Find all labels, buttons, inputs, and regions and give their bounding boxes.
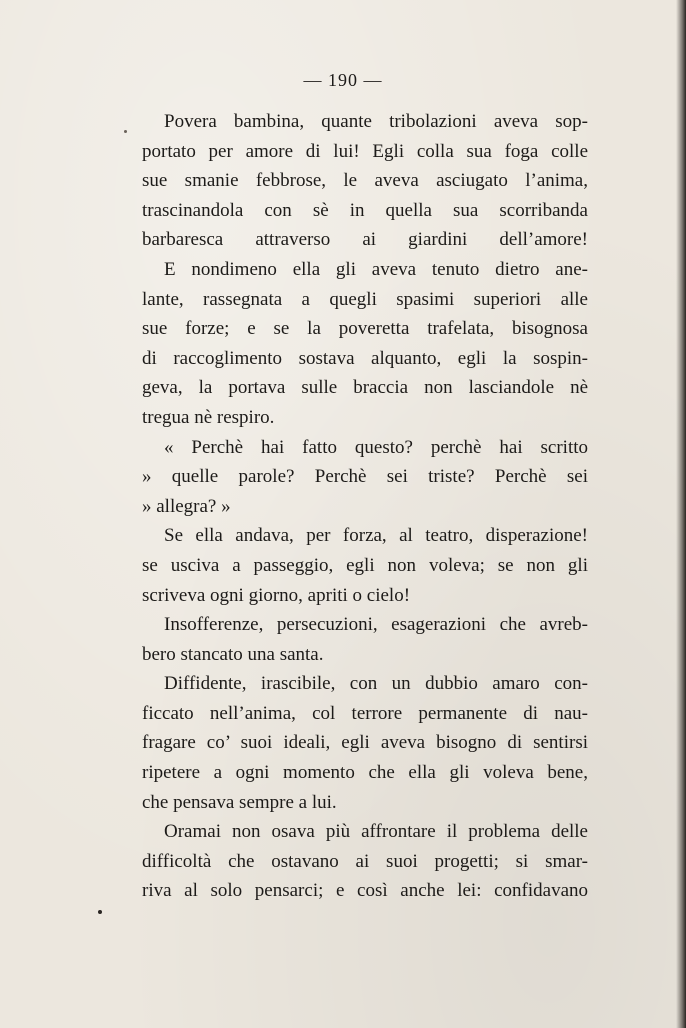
text-line: scriveva ogni giorno, apriti o cielo!: [142, 584, 411, 606]
text-line: « Perchè hai fatto questo? perchè hai scritto: [164, 436, 588, 458]
text-line: Povera bambina, quante tribolazioni aveva sop-: [164, 111, 588, 132]
text-line: » quelle parole? Perchè sei triste? Perchè sei: [142, 466, 588, 488]
text-line: lante, rassegnata a quegli spasimi superiori alle: [142, 288, 588, 310]
text-line: tregua nè respiro.: [142, 406, 275, 428]
text-line: Se ella andava, per forza, al teatro, disperazione!: [164, 525, 588, 547]
body-text: [142, 107, 588, 906]
paragraph: [142, 255, 588, 433]
text-line: ficcato nell’anima, col terrore permanente di nau-: [142, 702, 588, 724]
text-line: » allegra? »: [142, 495, 231, 517]
text-line: bero stancato una santa.: [142, 643, 324, 665]
text-line: che pensava sempre a lui.: [142, 791, 337, 813]
text-line: riva al solo pensarci; e così anche lei: confidavano: [142, 880, 588, 902]
paragraph: [142, 521, 588, 610]
text-line: trascinandola con sè in quella sua scorribanda: [142, 199, 588, 221]
page-edge-shadow: [676, 0, 686, 1028]
page-number: — 190 —: [303, 70, 383, 90]
text-line: ripetere a ogni momento che ella gli voleva bene,: [142, 762, 588, 784]
ink-speck: [124, 130, 127, 133]
paragraph: [142, 610, 588, 669]
text-line: Diffidente, irascibile, con un dubbio amaro con-: [164, 673, 588, 695]
text-line: sue forze; e se la poveretta trafelata, bisognosa: [142, 318, 588, 340]
text-line: E nondimeno ella gli aveva tenuto dietro ane-: [164, 258, 588, 280]
text-line: geva, la portava sulle braccia non lasciandole nè: [142, 377, 588, 399]
paragraph: [142, 669, 588, 817]
ink-speck: [98, 910, 102, 914]
text-line: Insofferenze, persecuzioni, esagerazioni che avreb-: [164, 614, 588, 636]
text-line: difficoltà che ostavano ai suoi progetti; si smar-: [142, 850, 588, 872]
text-line: sue smanie febbrose, le aveva asciugato l’anima,: [142, 170, 588, 192]
paragraph: [142, 107, 588, 255]
text-line: barbaresca attraverso ai giardini dell’amore!: [142, 229, 588, 251]
text-line: portato per amore di lui! Egli colla sua foga colle: [142, 140, 588, 162]
text-line: fragare co’ suoi ideali, egli aveva bisogno di sentirsi: [142, 732, 588, 754]
paragraph: [142, 817, 588, 906]
paragraph: [142, 433, 588, 522]
text-line: Oramai non osava più affrontare il problema delle: [164, 821, 588, 843]
text-line: di raccoglimento sostava alquanto, egli la sospin-: [142, 347, 588, 369]
text-line: se usciva a passeggio, egli non voleva; se non gli: [142, 554, 588, 576]
